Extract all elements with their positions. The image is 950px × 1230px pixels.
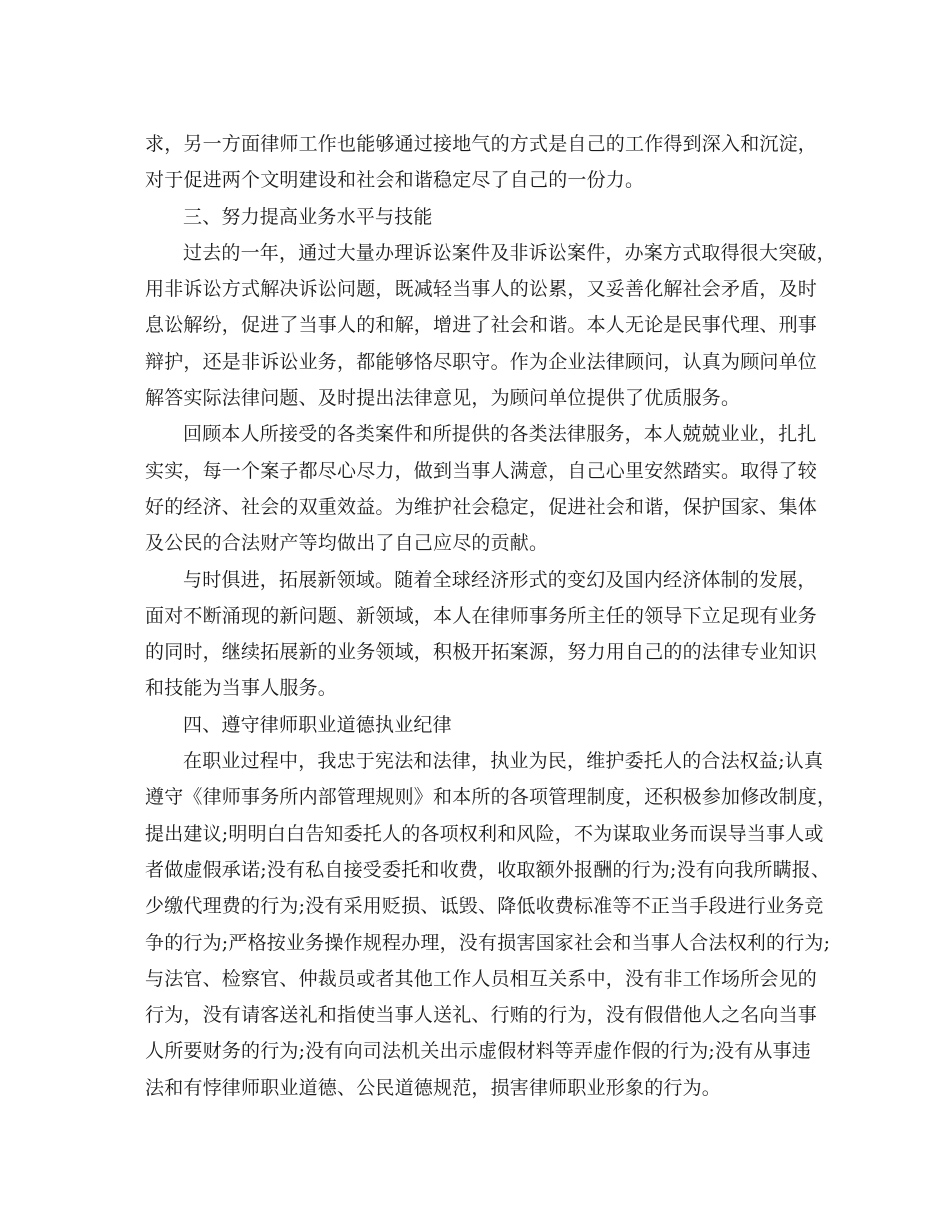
- text-line: 用非诉讼方式解决诉讼问题，既减轻当事人的讼累，又妥善化解社会矛盾，及时: [145, 278, 818, 301]
- text-line: 辩护，还是非诉讼业务，都能够恪尽职守。作为企业法律顾问，认真为顾问单位: [145, 350, 818, 373]
- text-line: 遵守《律师事务所内部管理规则》和本所的各项管理制度，还积极参加修改制度，: [145, 786, 837, 809]
- text-line: 和技能为当事人服务。: [145, 677, 338, 700]
- text-line: 少缴代理费的行为;没有采用贬损、诋毁、降低收费标准等不正当手段进行业务竞: [145, 895, 824, 918]
- text-line: 的同时，继续拓展新的业务领域，积极开拓案源，努力用自己的的法律专业知识: [145, 641, 818, 664]
- text-line: 行为，没有请客送礼和指使当事人送礼、行贿的行为，没有假借他人之名向当事: [145, 1004, 818, 1027]
- text-line: 对于促进两个文明建设和社会和谐稳定尽了自己的一份力。: [145, 169, 645, 192]
- section-heading: 四、遵守律师职业道德执业纪律: [183, 713, 452, 736]
- text-line: 提出建议;明明白白告知委托人的各项权利和风险，不为谋取业务而误导当事人或: [145, 822, 824, 845]
- text-line: 解答实际法律问题、及时提出法律意见，为顾问单位提供了优质服务。: [145, 387, 741, 410]
- text-line: 好的经济、社会的双重效益。为维护社会稳定，促进社会和谐，保护国家、集体: [145, 495, 818, 518]
- text-line: 息讼解纷，促进了当事人的和解，增进了社会和谐。本人无论是民事代理、刑事: [145, 314, 818, 337]
- paragraph-start: 与时俱进，拓展新领域。随着全球经济形式的变幻及国内经济体制的发展，: [183, 568, 817, 591]
- text-line: 法和有悖律师职业道德、公民道德规范，损害律师职业形象的行为。: [145, 1076, 722, 1099]
- text-line: 及公民的合法财产等均做出了自己应尽的贡献。: [145, 532, 549, 555]
- paragraph-start: 过去的一年，通过大量办理诉讼案件及非诉讼案件，办案方式取得很大突破，: [183, 241, 836, 264]
- text-line: 面对不断涌现的新问题、新领域，本人在律师事务所主任的领导下立足现有业务: [145, 604, 818, 627]
- paragraph-start: 回顾本人所接受的各类案件和所提供的各类法律服务，本人兢兢业业，扎扎: [183, 423, 817, 446]
- text-line: 与法官、检察官、仲裁员或者其他工作人员相互关系中，没有非工作场所会见的: [145, 967, 818, 990]
- section-heading: 三、努力提高业务水平与技能: [183, 205, 433, 228]
- document-body: [145, 126, 837, 1106]
- text-line: 实实，每一个案子都尽心尽力，做到当事人满意，自己心里安然踏实。取得了较: [145, 459, 818, 482]
- text-line: 争的行为;严格按业务操作规程办理，没有损害国家社会和当事人合法权利的行为;: [145, 931, 831, 954]
- text-line: 求，另一方面律师工作也能够通过接地气的方式是自己的工作得到深入和沉淀，: [145, 133, 818, 155]
- text-line: 人所要财务的行为;没有向司法机关出示虚假材料等弄虚作假的行为;没有从事违: [145, 1040, 812, 1063]
- paragraph-start: 在职业过程中，我忠于宪法和法律，执业为民，维护委托人的合法权益;认真: [183, 750, 824, 773]
- text-line: 者做虚假承诺;没有私自接受委托和收费，收取额外报酬的行为;没有向我所瞒报、: [145, 858, 831, 881]
